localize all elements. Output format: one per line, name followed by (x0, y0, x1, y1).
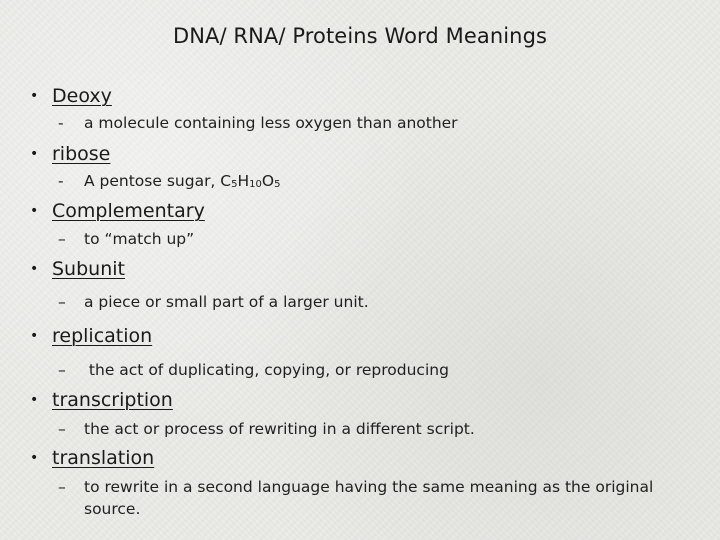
term-subunit (30, 257, 125, 281)
term-label: Subunit (52, 258, 125, 280)
term-complementary (30, 199, 205, 223)
bullet-icon: • (30, 261, 39, 277)
bullet-icon: • (30, 328, 39, 344)
term-ribose (30, 142, 110, 166)
term-replication (30, 324, 152, 348)
formula-o: O (261, 172, 275, 190)
bullet-icon: • (30, 88, 39, 104)
bullet-icon: • (30, 450, 39, 466)
term-label: translation (52, 447, 155, 469)
definition-prefix: A pentose sugar, C (84, 172, 232, 190)
definition-text: the act of duplicating, copying, or reproducing (84, 361, 449, 379)
term-label: transcription (52, 389, 173, 411)
definition-text: to rewrite in a second language having the same meaning as the original source. (84, 478, 654, 518)
bullet-icon: • (30, 203, 39, 219)
formula-h: H (237, 172, 250, 190)
definition-complementary (58, 228, 194, 250)
term-transcription (30, 388, 173, 412)
term-deoxy (30, 84, 112, 108)
bullet-icon: • (30, 146, 39, 162)
definition-replication (58, 359, 449, 381)
term-label: replication (52, 325, 153, 347)
formula-o-subscript: 5 (274, 179, 281, 190)
slide-title: DNA/ RNA/ Proteins Word Meanings (172, 24, 548, 48)
definition-deoxy (58, 112, 458, 134)
definition-text: a molecule containing less oxygen than another (84, 114, 458, 132)
term-label: Deoxy (52, 85, 112, 107)
definition-text: the act or process of rewriting in a different script. (84, 420, 475, 438)
dash-marker: – (58, 293, 66, 311)
dash-marker: – (58, 478, 66, 496)
formula-c-subscript: 5 (231, 179, 238, 190)
definition-text: a piece or small part of a larger unit. (84, 293, 369, 311)
definition-ribose (58, 170, 280, 196)
bullet-icon: • (30, 392, 39, 408)
dash-marker: – (58, 420, 66, 438)
dash-marker: – (58, 230, 66, 248)
definition-translation (58, 476, 698, 520)
dash-marker: - (58, 172, 64, 190)
definition-transcription (58, 418, 475, 440)
term-label: ribose (52, 143, 111, 165)
term-label: Complementary (52, 200, 205, 222)
dash-marker: – (58, 361, 66, 379)
term-translation (30, 446, 154, 470)
dash-marker: - (58, 114, 64, 132)
definition-subunit (58, 291, 369, 313)
formula-h-subscript: 10 (249, 179, 262, 190)
definition-text: to “match up” (84, 230, 195, 248)
definition-text (84, 172, 280, 190)
